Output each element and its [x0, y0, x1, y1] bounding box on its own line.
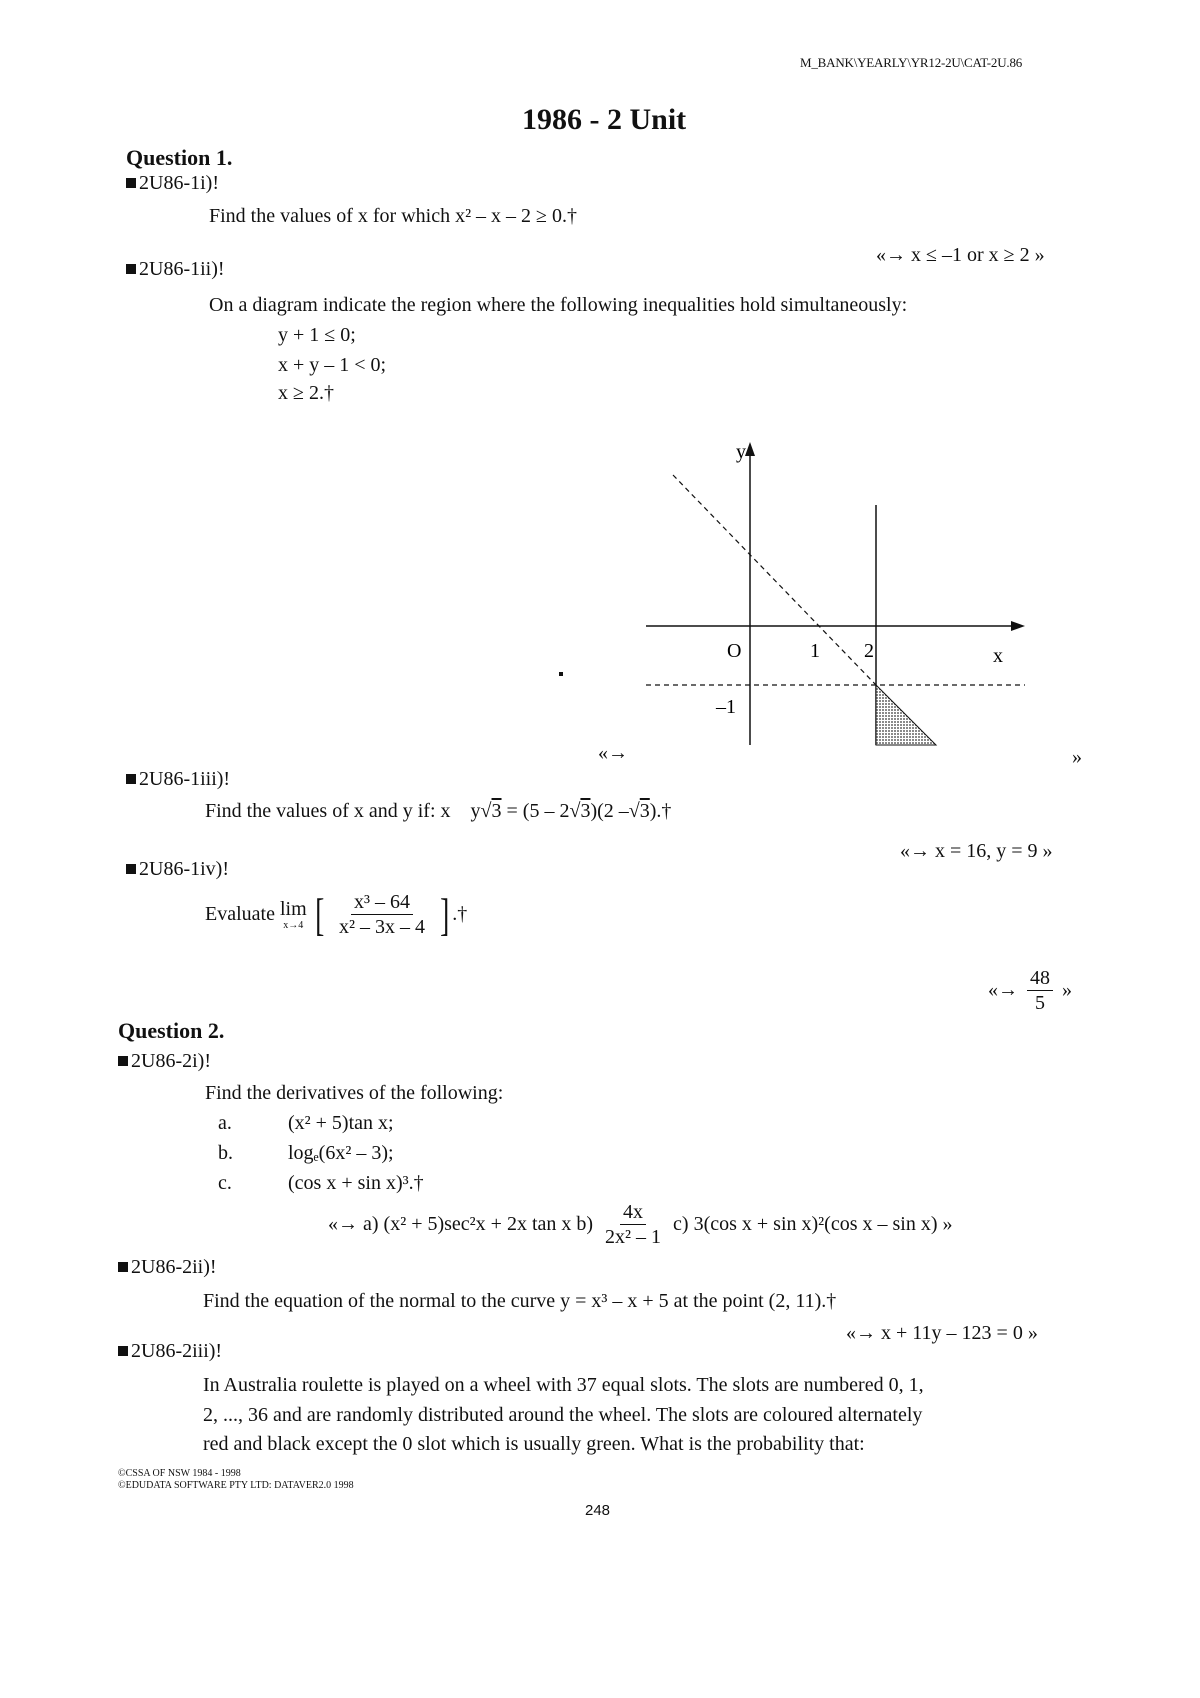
question-id-1iii: 2U86-1iii)!: [126, 768, 230, 791]
question-text-1i: Find the values of x for which x² – x – 2 ≥ 0.†: [209, 205, 578, 227]
y-axis-label: y: [736, 441, 746, 463]
bullet-square-icon: [126, 264, 136, 274]
y-axis-arrow-icon: [745, 442, 755, 456]
item-expr-b: logₑ(6x² – 3);: [288, 1142, 394, 1164]
answer-1iv: «→ $\frac{48}{5}$ »: [988, 967, 1072, 1014]
tick-label-minus-1: –1: [716, 696, 736, 718]
roulette-text-line-3: red and black except the 0 slot which is usually green. What is the probability that:: [203, 1433, 865, 1455]
question-id-1i: 2U86-1i)!: [126, 172, 219, 195]
item-label-a: a.: [218, 1112, 232, 1134]
tick-label-1: 1: [810, 640, 820, 662]
item-label-c: c.: [218, 1172, 232, 1194]
question-text-1iii: Find the values of x and y if: x y√3 = (5 – 2√3)(2 –√3).†: [205, 800, 672, 822]
shaded-region: [876, 685, 936, 745]
bullet-square-icon: [118, 1056, 128, 1066]
question-text-1ii: On a diagram indicate the region where the following inequalities hold simultaneously:: [209, 294, 908, 316]
file-path-header: M_BANK\YEARLY\YR12-2U\CAT-2U.86: [800, 55, 1023, 70]
question-id-2i: 2U86-2i)!: [118, 1050, 211, 1073]
inequality-3: x ≥ 2.†: [278, 382, 334, 404]
question-id-2iii: 2U86-2iii)!: [118, 1340, 222, 1363]
question-id-1ii: 2U86-1ii)!: [126, 258, 225, 281]
question-1-heading: Question 1.: [126, 145, 233, 170]
item-label-b: b.: [218, 1142, 233, 1164]
stray-dot: [559, 672, 563, 676]
question-text-2ii: Find the equation of the normal to the curve y = x³ – x + 5 at the point (2, 11).†: [203, 1290, 837, 1312]
page-number: 248: [585, 1502, 611, 1519]
question-id-2ii: 2U86-2ii)!: [118, 1256, 217, 1279]
bullet-square-icon: [118, 1262, 128, 1272]
bullet-square-icon: [126, 864, 136, 874]
copyright-line-1: ©CSSA OF NSW 1984 - 1998: [118, 1468, 241, 1479]
roulette-text-line-1: In Australia roulette is played on a wheel with 37 equal slots. The slots are numbered 0, 1,: [203, 1374, 924, 1396]
limit-numerator: x³ – 64: [351, 890, 413, 915]
answer-2i: «→ a) (x² + 5)sec²x + 2x tan x b) $\frac{4x}{\text{2x² – 1}}$ c) 3(cos x + sin x)²(cos x – sin x) »: [328, 1201, 953, 1248]
x-axis-label: x: [993, 645, 1003, 667]
answer-1iii: «→ x = 16, y = 9 »: [900, 840, 1053, 862]
inequality-1: y + 1 ≤ 0;: [278, 324, 356, 346]
bullet-square-icon: [126, 178, 136, 188]
inequality-2: x + y – 1 < 0;: [278, 354, 387, 376]
roulette-text-line-2: 2, ..., 36 and are randomly distributed around the wheel. The slots are coloured alternately: [203, 1404, 923, 1426]
answer-1i: «→ x ≤ –1 or x ≥ 2 »: [876, 244, 1045, 266]
answer-2ii: «→ x + 11y – 123 = 0 »: [846, 1322, 1038, 1344]
question-text-1iv: Evaluate lim x→4 [ $\frac{\text{x³ – 64}}{\text{x² – 3x – 4}}$ ] .†: [205, 888, 468, 940]
answer-1ii-open: «→: [598, 742, 628, 764]
origin-label: O: [727, 640, 742, 662]
copyright-line-2: ©EDUDATA SOFTWARE PTY LTD: DATAVER2.0 1998: [118, 1480, 354, 1491]
limit-denominator: x² – 3x – 4: [338, 916, 425, 938]
x-axis-arrow-icon: [1011, 621, 1025, 631]
bullet-square-icon: [126, 774, 136, 784]
item-expr-a: (x² + 5)tan x;: [288, 1112, 394, 1134]
inequality-region-graph: [600, 430, 1040, 760]
question-text-2i: Find the derivatives of the following:: [205, 1082, 504, 1104]
line-x-plus-y-equals-1: [673, 475, 876, 685]
page-title: 1986 - 2 Unit: [522, 103, 687, 136]
tick-label-2: 2: [864, 640, 874, 662]
question-id-1iv: 2U86-1iv)!: [126, 858, 229, 881]
question-2-heading: Question 2.: [118, 1018, 225, 1043]
answer-1ii-close: »: [1072, 746, 1082, 768]
item-expr-c: (cos x + sin x)³.†: [288, 1172, 424, 1194]
bullet-square-icon: [118, 1346, 128, 1356]
